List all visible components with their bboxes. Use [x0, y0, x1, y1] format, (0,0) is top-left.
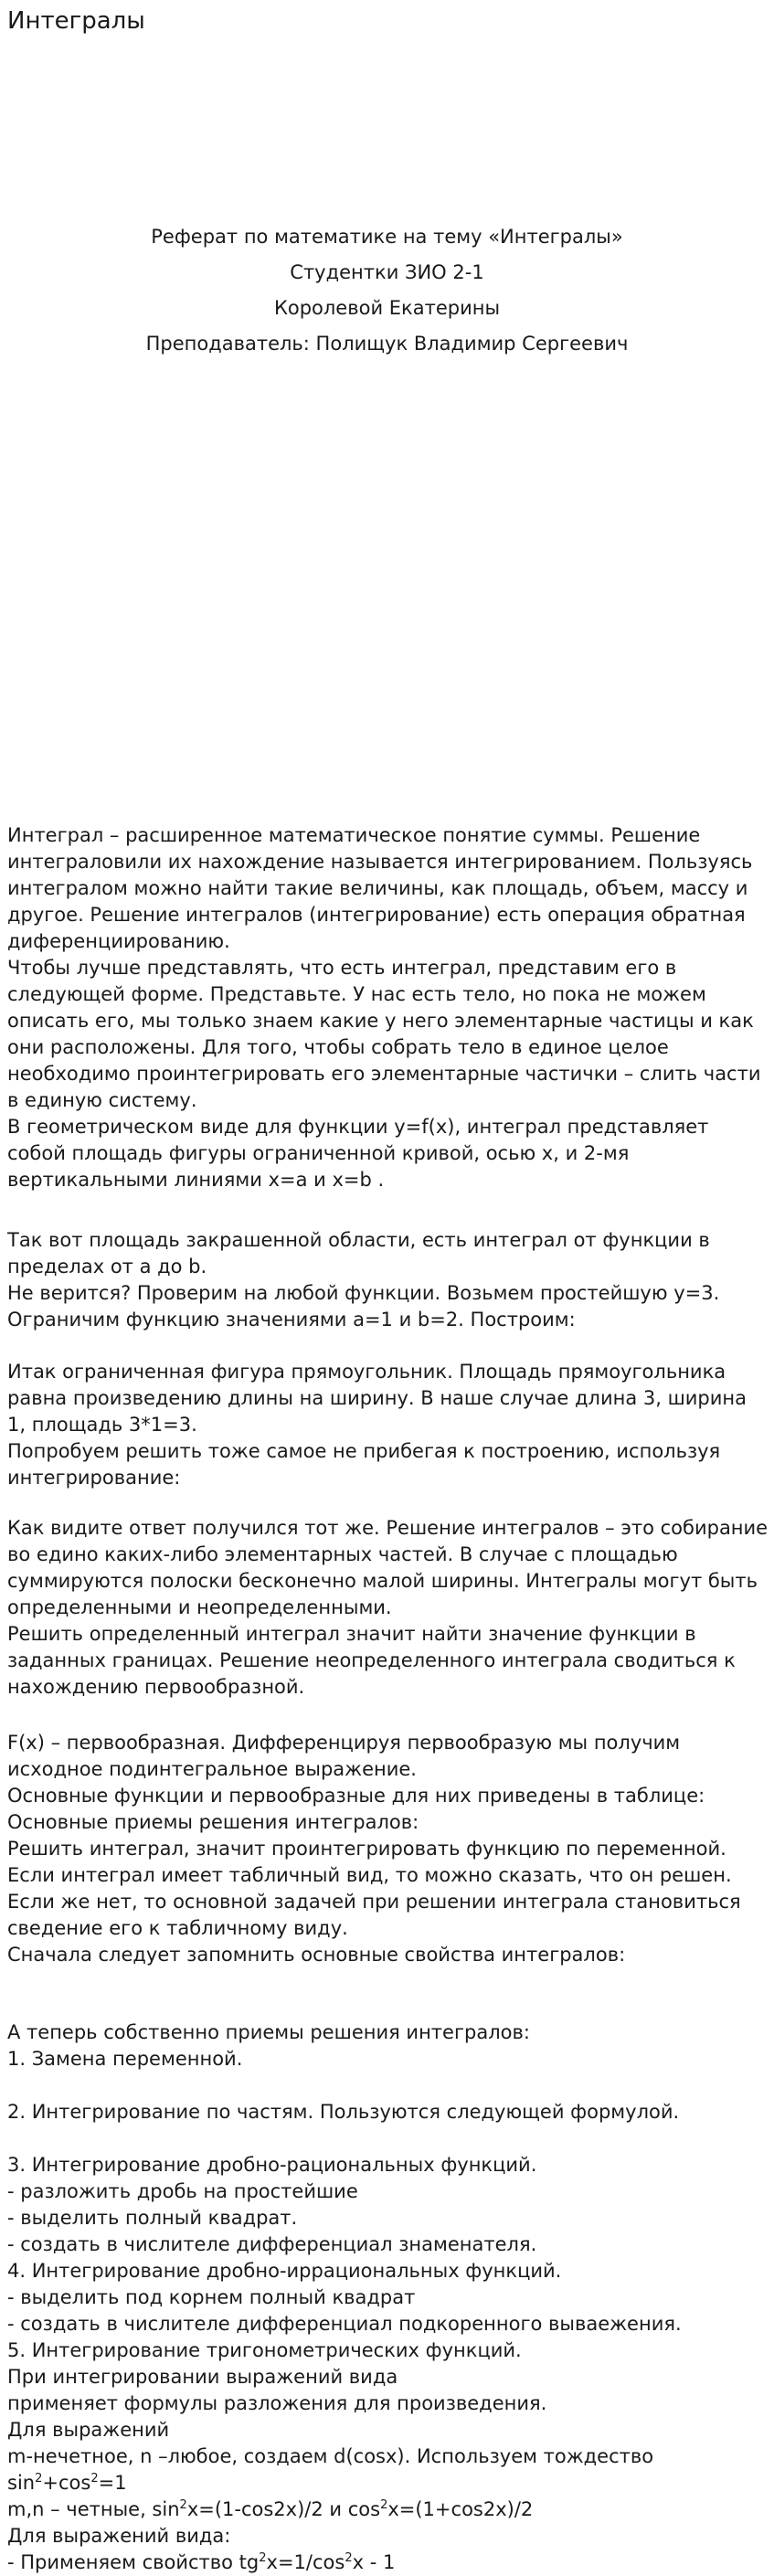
- report-title: Реферат по математике на тему «Интегралы»: [151, 226, 623, 248]
- student-group: Студентки ЗИО 2-1: [290, 261, 484, 283]
- technique-5: 5. Интегрирование тригонометрических функций.: [7, 2339, 522, 2361]
- formula-even-mn: m,n – четные, $\sin^2x=(1-\cos 2x)/2$ и $\cos^2x=(1+\cos 2x)/2$: [7, 2498, 534, 2520]
- page-header: Интегралы: [7, 7, 145, 35]
- technique-5-line: Для выражений вида:: [7, 2525, 231, 2547]
- paragraph: Попробуем решить тоже самое не прибегая к построению, используя интегрирование:: [7, 1440, 721, 1489]
- paragraph: Основные функции и первообразные для них приведены в таблице:: [7, 1785, 705, 1807]
- formula-tangent: - Применяем свойство $tg^2x=1/\cos^2x - 1$: [7, 2551, 396, 2573]
- section-area: [7, 1227, 770, 1333]
- technique-5-line: применяет формулы разложения для произведения.: [7, 2392, 547, 2414]
- student-name: Королевой Екатерины: [273, 297, 501, 319]
- technique-2: 2. Интегрирование по частям. Пользуются следующей формулой.: [7, 2101, 680, 2123]
- spacer: [7, 2125, 770, 2152]
- paragraph: Сначала следует запомнить основные свойства интегралов:: [7, 1944, 626, 1966]
- section-rectangle: [7, 1359, 770, 1491]
- spacer: [7, 2072, 770, 2099]
- techniques-intro: А теперь собственно приемы решения интегралов:: [7, 2021, 530, 2043]
- section-techniques: [7, 2019, 770, 2576]
- teacher-name: Преподаватель: Полищук Владимир Сергеевич: [145, 333, 629, 355]
- technique-3: 3. Интегрирование дробно-рациональных функций.: [7, 2154, 537, 2176]
- paragraph: Так вот площадь закрашенной области, есть интеграл от функции в пределах от a до b.: [7, 1229, 710, 1277]
- technique-1: 1. Замена переменной.: [7, 2048, 243, 2070]
- technique-4-step: - выделить под корнем полный квадрат: [7, 2286, 416, 2308]
- paragraph: Решить интеграл, значит проинтегрировать функцию по переменной. Если интеграл имеет табличный вид, то можно сказать, что он решен. Если же нет, то основной задачей при решении интеграла становиться сведение его к табличному виду.: [7, 1838, 741, 1939]
- section-basic-methods: [7, 1809, 770, 1968]
- paragraph: Основные приемы решения интегралов:: [7, 1811, 419, 1833]
- technique-5-line: При интегрировании выражений вида: [7, 2366, 398, 2388]
- technique-3-step: - выделить полный квадрат.: [7, 2207, 298, 2229]
- section-antiderivative: [7, 1730, 770, 1809]
- paragraph: Чтобы лучше представлять, что есть интеграл, представим его в следующей форме. Представьте. У нас есть тело, но пока не можем описать его, мы только знаем какие у него элементарные частицы и как они расположены. Для того, чтобы собрать тело в единое целое необходимо проинтегрировать его элементарные частички – слить части в единую систему.: [7, 957, 761, 1111]
- technique-4: 4. Интегрирование дробно-иррациональных функций.: [7, 2260, 562, 2282]
- paragraph: Решить определенный интеграл значит найти значение функции в заданных границах. Решение неопределенного интеграла сводиться к нахождению первообразной.: [7, 1623, 736, 1698]
- section-definition: [7, 822, 770, 1193]
- technique-3-step: - разложить дробь на простейшие: [7, 2180, 358, 2202]
- paragraph: Не верится? Проверим на любой функции. Возьмем простейшую y=3. Ограничим функцию значениями a=1 и b=2. Построим:: [7, 1282, 720, 1330]
- technique-4-step: - создать в числителе дифференциал подкоренного вываежения.: [7, 2313, 682, 2335]
- formula-odd-m: m-нечетное, n –любое, создаем d(cosx). Используем тождество $\sin^2+\cos^2=1$: [7, 2445, 654, 2494]
- paragraph: Итак ограниченная фигура прямоугольник. Площадь прямоугольника равна произведению длины на ширину. В наше случае длина 3, ширина 1, площадь 3*1=3.: [7, 1361, 747, 1436]
- paragraph: Как видите ответ получился тот же. Решение интегралов – это собирание во едино каких-либо элементарных частей. В случае с площадью суммируются полоски бесконечно малой ширины. Интегралы могут быть определенными и неопределенными.: [7, 1517, 769, 1618]
- technique-5-line: Для выражений: [7, 2419, 170, 2441]
- paragraph: Интеграл – расширенное математическое понятие суммы. Решение интеграловили их нахождение называется интегрированием. Пользуясь интегралом можно найти такие величины, как площадь, объем, массу и другое. Решение интегралов (интегрирование) есть операция обратная диференциированию.: [7, 824, 753, 952]
- technique-3-step: - создать в числителе дифференциал знаменателя.: [7, 2233, 537, 2255]
- title-block: [0, 219, 774, 362]
- section-definite-indefinite: [7, 1515, 770, 1701]
- paragraph: F(x) – первообразная. Дифференцируя первообразую мы получим исходное подинтегральное выражение.: [7, 1732, 681, 1780]
- paragraph: В геометрическом виде для функции y=f(x), интеграл представляет собой площадь фигуры ограниченной кривой, осью x, и 2-мя вертикальными линиями x=a и x=b .: [7, 1116, 709, 1191]
